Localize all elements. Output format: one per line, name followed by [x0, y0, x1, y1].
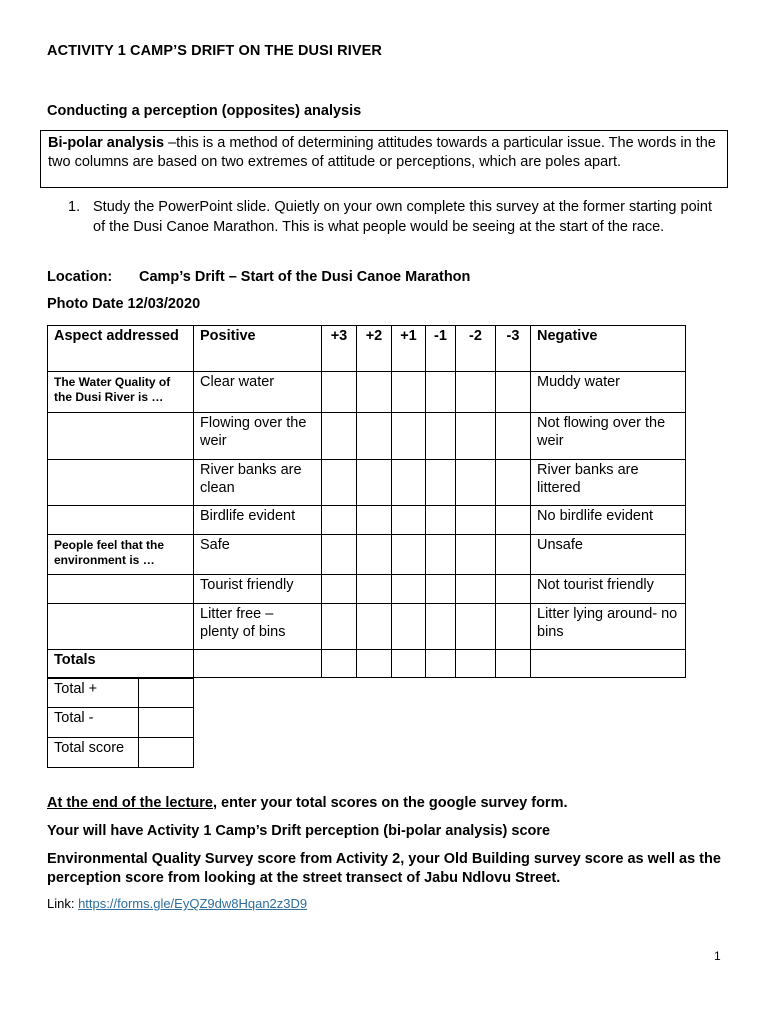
aspect-cell: People feel that the environment is … [48, 535, 194, 575]
location-value: Camp’s Drift – Start of the Dusi Canoe Marathon [139, 269, 471, 285]
table-row [48, 413, 686, 460]
header-score: +2 [357, 326, 392, 372]
positive-cell: Safe [194, 535, 322, 575]
totals-label: Totals [48, 650, 194, 678]
totals-cell[interactable] [392, 650, 426, 678]
header-score: -1 [426, 326, 456, 372]
totals-cell[interactable] [496, 650, 531, 678]
totals-row [48, 650, 686, 678]
aspect-cell [48, 604, 194, 650]
score-cell[interactable] [357, 535, 392, 575]
header-negative: Negative [531, 326, 686, 372]
score-cell[interactable] [456, 604, 496, 650]
score-cell[interactable] [456, 575, 496, 604]
positive-cell: Litter free – plenty of bins [194, 604, 322, 650]
score-cell[interactable] [392, 604, 426, 650]
score-cell[interactable] [426, 575, 456, 604]
score-cell[interactable] [357, 575, 392, 604]
total-score-value[interactable] [139, 738, 194, 768]
score-cell[interactable] [426, 506, 456, 535]
totals-table [47, 678, 194, 768]
score-cell[interactable] [392, 413, 426, 460]
score-cell[interactable] [456, 372, 496, 413]
score-cell[interactable] [456, 535, 496, 575]
score-cell[interactable] [392, 575, 426, 604]
instruction-paragraph-3: Environmental Quality Survey score from Activity 2, your Old Building survey score as well as the perception score from looking at the street transect of Jabu Ndlovu Street. [47, 851, 721, 886]
total-score-row [48, 738, 194, 768]
table-row [48, 372, 686, 413]
survey-table [47, 325, 686, 678]
positive-cell: Tourist friendly [194, 575, 322, 604]
score-cell[interactable] [322, 460, 357, 506]
header-score: +3 [322, 326, 357, 372]
instruction-paragraph-1 [47, 794, 737, 813]
score-cell[interactable] [392, 506, 426, 535]
score-cell[interactable] [322, 372, 357, 413]
underlined-phrase: At the end of the lecture [47, 795, 213, 811]
aspect-cell [48, 575, 194, 604]
negative-cell: Muddy water [531, 372, 686, 413]
step-text: Study the PowerPoint slide. Quietly on your own complete this survey at the former starting point of the Dusi Canoe Marathon. This is what people would be seeing at the start of the race. [93, 199, 712, 235]
score-cell[interactable] [496, 372, 531, 413]
score-cell[interactable] [456, 506, 496, 535]
score-cell[interactable] [357, 460, 392, 506]
score-cell[interactable] [496, 506, 531, 535]
survey-link[interactable]: https://forms.gle/EyQZ9dw8Hqan2z3D9 [78, 896, 308, 911]
score-cell[interactable] [357, 506, 392, 535]
aspect-cell [48, 506, 194, 535]
score-cell[interactable] [322, 506, 357, 535]
total-plus-value[interactable] [139, 679, 194, 708]
total-plus-label: Total + [48, 679, 139, 708]
header-score: -3 [496, 326, 531, 372]
step-number: 1. [68, 199, 81, 215]
score-cell[interactable] [357, 372, 392, 413]
definition-text: –this is a method of determining attitudes towards a particular issue. The words in the two columns are based on two extremes of attitude or perceptions, which are poles apart. [48, 135, 716, 170]
aspect-cell: The Water Quality of the Dusi River is … [48, 372, 194, 413]
table-row [48, 535, 686, 575]
totals-cell[interactable] [456, 650, 496, 678]
header-aspect: Aspect addressed [48, 326, 194, 372]
location-label: Location: [47, 269, 113, 285]
instruction-paragraph-2: Your will have Activity 1 Camp’s Drift perception (bi-polar analysis) score [47, 823, 551, 839]
negative-cell: River banks are littered [531, 460, 686, 506]
total-minus-row [48, 708, 194, 738]
score-cell[interactable] [426, 372, 456, 413]
instruction-rest: , enter your total scores on the google survey form. [212, 795, 568, 811]
total-minus-value[interactable] [139, 708, 194, 738]
score-cell[interactable] [496, 575, 531, 604]
totals-cell[interactable] [426, 650, 456, 678]
negative-cell: Unsafe [531, 535, 686, 575]
totals-cell[interactable] [322, 650, 357, 678]
score-cell[interactable] [322, 413, 357, 460]
link-line [47, 896, 307, 911]
score-cell[interactable] [426, 604, 456, 650]
header-score: +1 [392, 326, 426, 372]
score-cell[interactable] [496, 604, 531, 650]
score-cell[interactable] [357, 604, 392, 650]
aspect-cell [48, 413, 194, 460]
photo-date: Photo Date 12/03/2020 [47, 296, 201, 312]
negative-cell: Not tourist friendly [531, 575, 686, 604]
negative-cell: Not flowing over the weir [531, 413, 686, 460]
score-cell[interactable] [392, 372, 426, 413]
score-cell[interactable] [322, 535, 357, 575]
score-cell[interactable] [392, 460, 426, 506]
totals-cell[interactable] [531, 650, 686, 678]
totals-cell[interactable] [357, 650, 392, 678]
section-heading: Conducting a perception (opposites) analysis [47, 103, 362, 119]
table-row [48, 575, 686, 604]
score-cell[interactable] [357, 413, 392, 460]
score-cell[interactable] [426, 460, 456, 506]
location-line [47, 269, 470, 285]
page-number: 1 [714, 949, 721, 963]
link-label: Link: [47, 896, 79, 911]
score-cell[interactable] [456, 413, 496, 460]
score-cell[interactable] [496, 535, 531, 575]
score-cell[interactable] [456, 460, 496, 506]
total-score-label: Total score [48, 738, 139, 768]
definition-term: Bi-polar analysis [48, 135, 165, 151]
score-cell[interactable] [322, 575, 357, 604]
definition-box [40, 130, 728, 188]
header-score: -2 [456, 326, 496, 372]
score-cell[interactable] [392, 535, 426, 575]
document-title: ACTIVITY 1 CAMP’S DRIFT ON THE DUSI RIVER [47, 43, 382, 59]
negative-cell: Litter lying around- no bins [531, 604, 686, 650]
positive-cell: Birdlife evident [194, 506, 322, 535]
score-cell[interactable] [322, 604, 357, 650]
aspect-cell [48, 460, 194, 506]
score-cell[interactable] [496, 460, 531, 506]
total-minus-label: Total - [48, 708, 139, 738]
table-row [48, 460, 686, 506]
total-plus-row [48, 679, 194, 708]
table-row [48, 506, 686, 535]
score-cell[interactable] [496, 413, 531, 460]
negative-cell: No birdlife evident [531, 506, 686, 535]
positive-cell: Clear water [194, 372, 322, 413]
score-cell[interactable] [426, 535, 456, 575]
score-cell[interactable] [426, 413, 456, 460]
totals-cell[interactable] [194, 650, 322, 678]
header-positive: Positive [194, 326, 322, 372]
table-header-row [48, 326, 686, 372]
table-row [48, 604, 686, 650]
positive-cell: Flowing over the weir [194, 413, 322, 460]
positive-cell: River banks are clean [194, 460, 322, 506]
